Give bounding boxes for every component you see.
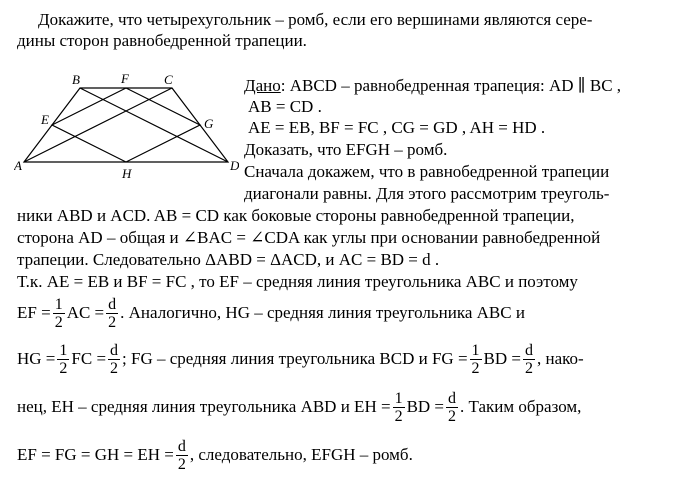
proof-line-3: ники ABD и ACD. AB = CD как боковые стороны равнобедренной трапеции, bbox=[17, 206, 575, 225]
proof-line-7 bbox=[17, 292, 525, 334]
fraction-num: 1 bbox=[59, 341, 68, 359]
fraction-den: 2 bbox=[525, 359, 533, 377]
fraction-d-half bbox=[446, 390, 458, 425]
proof-line-9-end: . Таким образом, bbox=[460, 397, 582, 416]
label-h: H bbox=[122, 166, 132, 181]
fraction-d-half bbox=[523, 342, 535, 377]
fraction-num: 1 bbox=[471, 341, 480, 359]
trapezoid-figure bbox=[14, 70, 239, 185]
label-c: C bbox=[164, 72, 173, 87]
given-line-1 bbox=[244, 76, 621, 96]
proof-line-10 bbox=[17, 434, 413, 476]
fraction-num: d bbox=[448, 389, 457, 407]
label-g: G bbox=[204, 116, 214, 131]
proof-line-4: сторона AD – общая и ∠BAC = ∠CDA как углы при основании равнобедренной bbox=[17, 228, 601, 247]
fraction-den: 2 bbox=[471, 359, 480, 377]
bd-equals: BD = bbox=[406, 397, 445, 416]
fraction-num: 1 bbox=[394, 389, 403, 407]
proof-line-2: диагонали равны. Для этого рассмотрим треуголь- bbox=[244, 184, 610, 203]
proof-line-5: трапеции. Следовательно ΔABD = ΔACD, и AC = BD = d . bbox=[17, 250, 440, 269]
fraction-one-half bbox=[53, 296, 65, 331]
fraction-one-half bbox=[470, 342, 482, 377]
fraction-one-half bbox=[57, 342, 69, 377]
fraction-num: d bbox=[110, 341, 119, 359]
ef-equals: EF = bbox=[17, 303, 51, 322]
proof-line-9-text: нец, EH – средняя линия треугольника ABD и EH = bbox=[17, 397, 391, 416]
fraction-d-half bbox=[108, 342, 120, 377]
prove-line: Доказать, что EFGH – ромб. bbox=[244, 140, 448, 159]
task-line-2: дины сторон равнобедренной трапеции. bbox=[17, 31, 307, 50]
fraction-den: 2 bbox=[54, 313, 63, 331]
hg-equals: HG = bbox=[17, 349, 56, 368]
fraction-den: 2 bbox=[59, 359, 68, 377]
all-sides-equal: EF = FG = GH = EH = bbox=[17, 445, 174, 464]
trapezoid-abcd bbox=[24, 88, 228, 162]
proof-conclusion: , следовательно, EFGH – ромб. bbox=[189, 445, 413, 464]
label-a: A bbox=[14, 158, 22, 173]
fraction-num: 1 bbox=[54, 295, 63, 313]
given-line-2: AB = CD . bbox=[248, 97, 322, 116]
fraction-one-half bbox=[393, 390, 405, 425]
given-line-3: AE = EB, BF = FC , CG = GD , AH = HD . bbox=[248, 118, 546, 137]
fraction-num: d bbox=[525, 341, 533, 359]
dano-label: Дано bbox=[244, 76, 281, 95]
label-f: F bbox=[121, 71, 129, 86]
proof-line-8 bbox=[17, 338, 584, 380]
fraction-num: d bbox=[108, 295, 117, 313]
proof-line-8-text: ; FG – средняя линия треугольника BCD и FG = bbox=[122, 349, 468, 368]
proof-line-1: Сначала докажем, что в равнобедренной трапеции bbox=[244, 162, 610, 181]
given-line-1-text: : ABCD – равнобедренная трапеция: AD ∥ BC , bbox=[280, 76, 622, 95]
proof-line-7-text: . Аналогично, HG – средняя линия треугольника ABC и bbox=[120, 303, 525, 322]
fraction-d-half bbox=[176, 438, 188, 473]
task-line-1: Докажите, что четырехугольник – ромб, если его вершинами являются сере- bbox=[38, 10, 593, 29]
bd-equals: BD = bbox=[483, 349, 521, 368]
fraction-den: 2 bbox=[394, 407, 403, 425]
fc-equals: FC = bbox=[71, 349, 107, 368]
proof-line-8-end: , нако- bbox=[537, 349, 584, 368]
fraction-den: 2 bbox=[110, 359, 119, 377]
fraction-num: d bbox=[177, 437, 186, 455]
proof-line-9 bbox=[17, 386, 581, 428]
proof-line-6: Т.к. AE = EB и BF = FC , то EF – средняя линия треугольника ABC и поэтому bbox=[17, 272, 578, 291]
ac-equals: AC = bbox=[66, 303, 105, 322]
fraction-den: 2 bbox=[448, 407, 457, 425]
label-b: B bbox=[72, 72, 80, 87]
label-d: D bbox=[230, 158, 239, 173]
rhombus-efgh bbox=[52, 88, 200, 162]
label-e: E bbox=[41, 112, 49, 127]
fraction-den: 2 bbox=[177, 455, 186, 473]
fraction-d-half bbox=[106, 296, 118, 331]
fraction-den: 2 bbox=[108, 313, 117, 331]
